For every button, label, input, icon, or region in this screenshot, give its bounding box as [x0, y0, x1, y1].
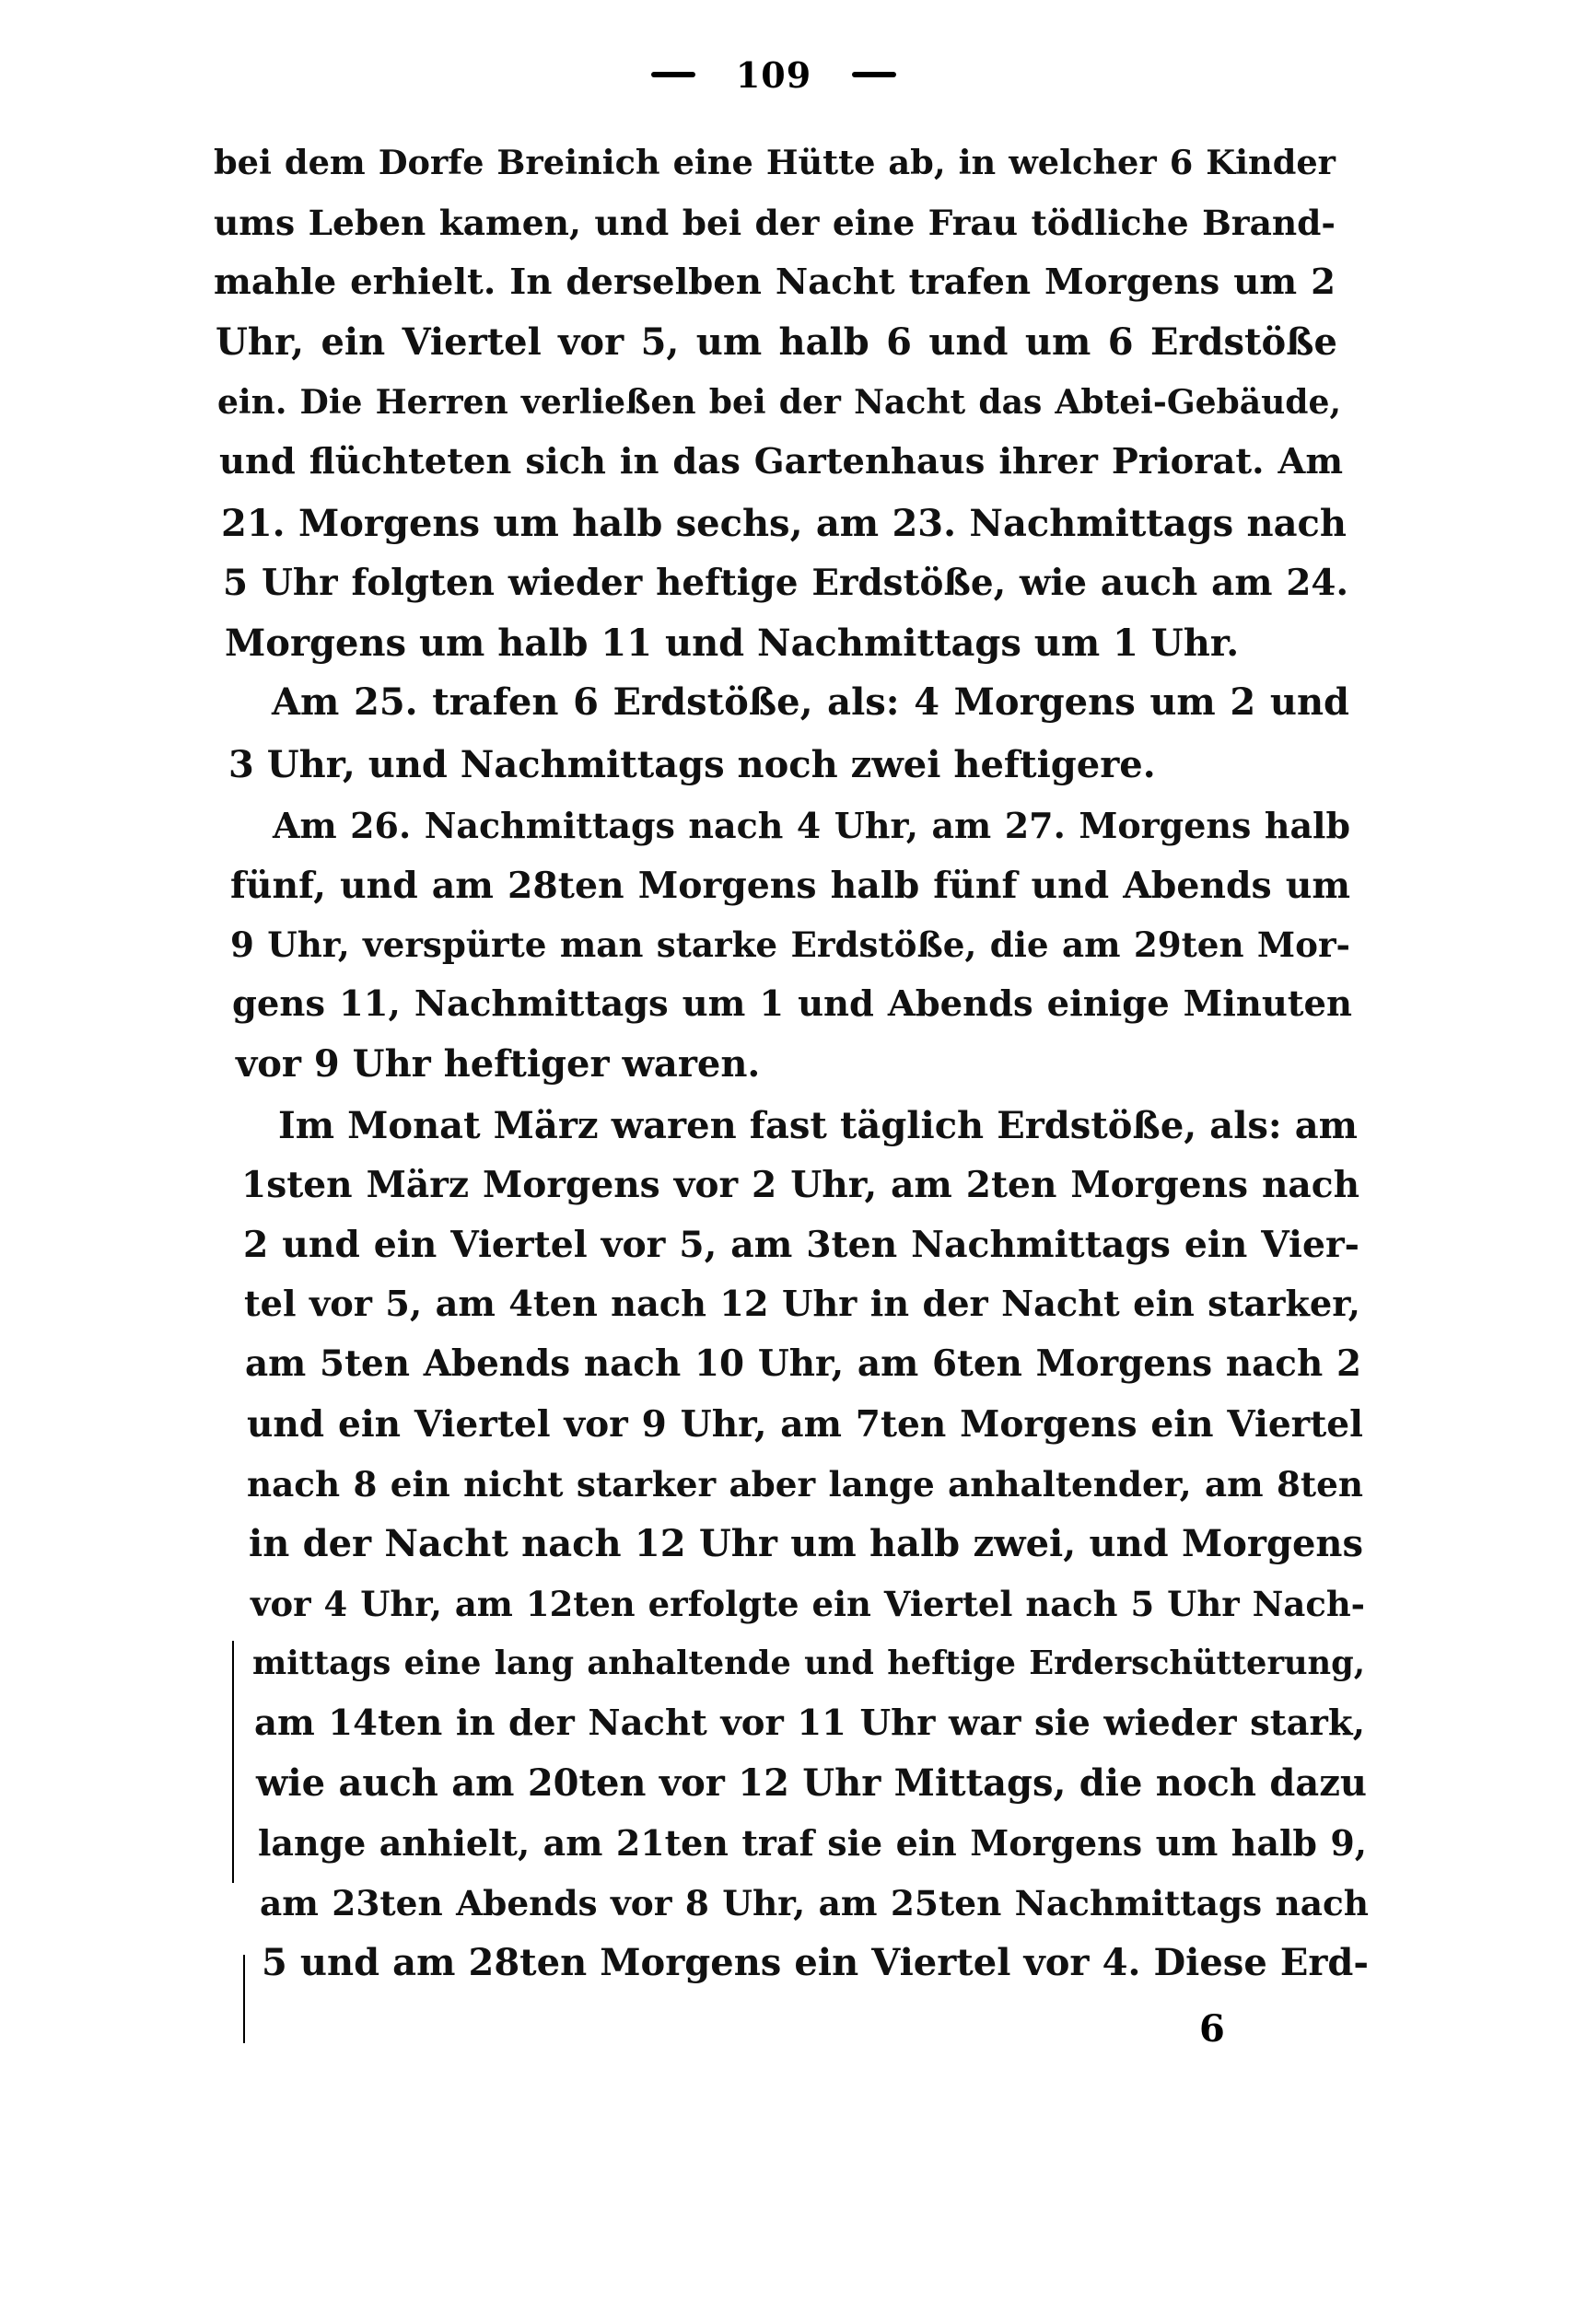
text-line: in der Nacht nach 12 Uhr um halb zwei, und Morgens	[249, 1522, 1363, 1565]
header-dash-left	[651, 72, 695, 77]
text-line: mahle erhielt. In derselben Nacht trafen Morgens um 2	[214, 261, 1336, 303]
text-line: am 23ten Abends vor 8 Uhr, am 25ten Nachmittags nach	[260, 1883, 1369, 1923]
text-line: wie auch am 20ten vor 12 Uhr Mittags, die noch dazu	[256, 1761, 1367, 1805]
margin-rule-mark	[232, 1641, 234, 1883]
text-line: Am 26. Nachmittags nach 4 Uhr, am 27. Morgens halb	[273, 805, 1350, 846]
text-line: 21. Morgens um halb sechs, am 23. Nachmittags nach	[221, 502, 1347, 545]
text-line: tel vor 5, am 4ten nach 12 Uhr in der Nacht ein starker,	[244, 1284, 1360, 1325]
text-line: 3 Uhr, und Nachmittags noch zwei heftigere.	[228, 743, 1156, 786]
text-line: am 14ten in der Nacht vor 11 Uhr war sie wieder stark,	[254, 1702, 1365, 1744]
text-line: Am 25. trafen 6 Erdstöße, als: 4 Morgens um 2 und	[272, 680, 1349, 724]
text-line: lange anhielt, am 21ten traf sie ein Morgens um halb 9,	[258, 1822, 1367, 1864]
header-dash-right	[852, 72, 896, 77]
text-line: vor 9 Uhr heftiger waren.	[236, 1042, 761, 1086]
text-line: Im Monat März waren fast täglich Erdstöße, als: am	[278, 1104, 1358, 1147]
text-line: und flüchteten sich in das Gartenhaus ihrer Priorat. Am	[219, 441, 1343, 482]
text-line: 5 Uhr folgten wieder heftige Erdstöße, wie auch am 24.	[223, 563, 1348, 604]
text-line: ums Leben kamen, und bei der eine Frau tödliche Brand-	[214, 203, 1336, 243]
text-line: 2 und ein Viertel vor 5, am 3ten Nachmittags ein Vier-	[243, 1224, 1359, 1266]
text-line: und ein Viertel vor 9 Uhr, am 7ten Morgens ein Viertel	[247, 1403, 1363, 1446]
text-line: 9 Uhr, verspürte man starke Erdstöße, die am 29ten Mor-	[230, 924, 1350, 965]
text-line: nach 8 ein nicht starker aber lange anhaltender, am 8ten	[247, 1464, 1363, 1505]
text-line: gens 11, Nachmittags um 1 und Abends einige Minuten	[232, 983, 1352, 1025]
text-line: Uhr, ein Viertel vor 5, um halb 6 und um 6 Erdstöße	[216, 320, 1337, 364]
text-line: vor 4 Uhr, am 12ten erfolgte ein Viertel nach 5 Uhr Nach-	[251, 1584, 1365, 1624]
text-line: Morgens um halb 11 und Nachmittags um 1 Uhr.	[225, 622, 1240, 665]
text-line: fünf, und am 28ten Morgens halb fünf und Abends um	[230, 865, 1350, 907]
text-line: ein. Die Herren verließen bei der Nacht das Abtei-Gebäude,	[217, 382, 1341, 422]
margin-rule-mark	[243, 1955, 245, 2043]
signature-mark: 6	[1199, 2007, 1225, 2051]
text-line: bei dem Dorfe Breinich eine Hütte ab, in welcher 6 Kinder	[214, 143, 1336, 182]
text-line: 5 und am 28ten Morgens ein Viertel vor 4. Diese Erd-	[262, 1941, 1369, 1984]
page-header	[636, 52, 912, 98]
text-line: am 5ten Abends nach 10 Uhr, am 6ten Morgens nach 2	[245, 1343, 1361, 1385]
page-number: 109	[735, 53, 812, 96]
text-line: 1sten März Morgens vor 2 Uhr, am 2ten Morgens nach	[241, 1164, 1359, 1206]
text-line: mittags eine lang anhaltende und heftige Erderschütterung,	[252, 1644, 1365, 1682]
